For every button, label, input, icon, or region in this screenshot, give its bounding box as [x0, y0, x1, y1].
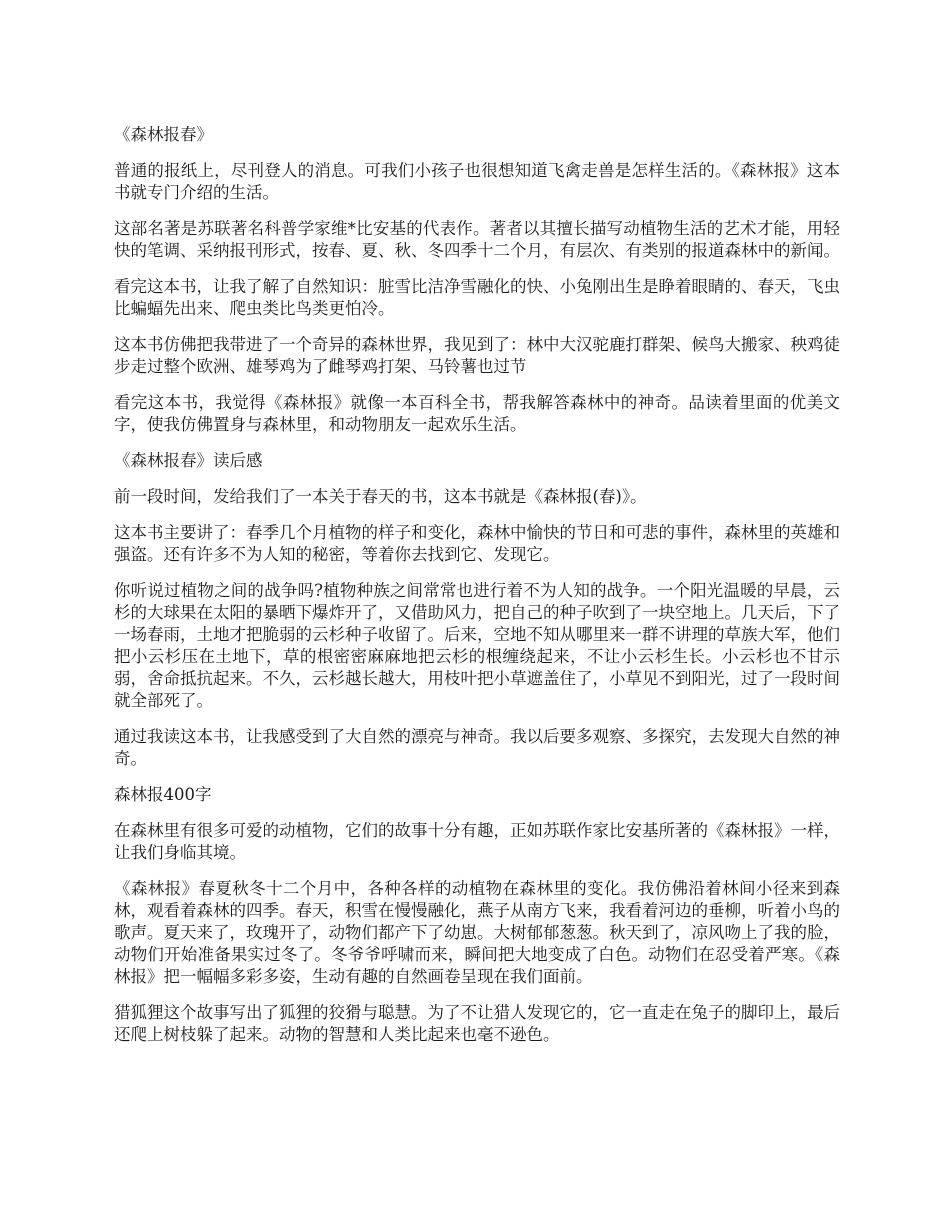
title-heading: 《森林报春》 — [114, 125, 213, 144]
paragraph: 这本书仿佛把我带进了一个奇异的森林世界，我见到了：林中大汉驼鹿打群架、候鸟大搬家、秧鸡徒步走过整个欧洲、雄琴鸡为了雌琴鸡打架、马铃薯也过节 — [114, 335, 840, 376]
paragraph: 前一段时间，发给我们了一本关于春天的书，这本书就是《森林报(春)》。 — [114, 487, 647, 506]
paragraph: 这部名著是苏联著名科普学家维*比安基的代表作。著者以其擅长描写动植物生活的艺术才能，用轻快的笔调、采纳报刊形式，按春、夏、秋、冬四季十二个月，有层次、有类别的报道森林中的新闻。 — [114, 219, 840, 260]
paragraph: 猎狐狸这个故事写出了狐狸的狡猾与聪慧。为了不让猎人发现它的，它一直走在兔子的脚印上，最后还爬上树枝躲了起来。动物的智慧和人类比起来也毫不逊色。 — [114, 1003, 840, 1044]
document-body — [114, 124, 840, 1060]
paragraph: 你听说过植物之间的战争吗?植物种族之间常常也进行着不为人知的战争。一个阳光温暖的早晨，云杉的大球果在太阳的暴晒下爆炸开了，又借助风力，把自己的种子吹到了一块空地上。几天后，下了一场春雨，土地才把脆弱的云杉种子收留了。后来，空地不知从哪里来一群不讲理的草族大军，他们把小云杉压在土地下，草的根密密麻麻地把云杉的根缠绕起来，不让小云杉生长。小云杉也不甘示弱，舍命抵抗起来。不久，云杉越长越大，用枝叶把小草遮盖住了，小草见不到阳光，过了一段时间就全部死了。 — [114, 581, 840, 710]
section-heading: 《森林报春》读后感 — [114, 451, 263, 470]
section-heading: 森林报400字 — [114, 785, 212, 804]
paragraph: 在森林里有很多可爱的动植物，它们的故事十分有趣，正如苏联作家比安基所著的《森林报》一样，让我们身临其境。 — [114, 821, 840, 862]
paragraph: 这本书主要讲了：春季几个月植物的样子和变化，森林中愉快的节日和可悲的事件，森林里的英雄和强盗。还有许多不为人知的秘密，等着你去找到它、发现它。 — [114, 523, 840, 564]
paragraph: 看完这本书，让我了解了自然知识：脏雪比洁净雪融化的快、小兔刚出生是睁着眼睛的、春天，飞虫比蝙蝠先出来、爬虫类比鸟类更怕冷。 — [114, 277, 840, 318]
paragraph: 通过我读这本书，让我感受到了大自然的漂亮与神奇。我以后要多观察、多探究，去发现大自然的神奇。 — [114, 727, 840, 768]
paragraph: 看完这本书，我觉得《森林报》就像一本百科全书，帮我解答森林中的神奇。品读着里面的优美文字，使我仿佛置身与森林里，和动物朋友一起欢乐生活。 — [114, 393, 840, 434]
paragraph: 《森林报》春夏秋冬十二个月中，各种各样的动植物在森林里的变化。我仿佛沿着林间小径来到森林，观看着森林的四季。春天，积雪在慢慢融化，燕子从南方飞来，我看着河边的垂柳，听着小鸟的歌声。夏天来了，玫瑰开了，动物们都产下了幼崽。大树郁郁葱葱。秋天到了，凉风吻上了我的脸，动物们开始准备果实过冬了。冬爷爷呼啸而来，瞬间把大地变成了白色。动物们在忍受着严寒。《森林报》把一幅幅多彩多姿，生动有趣的自然画卷呈现在我们面前。 — [114, 879, 840, 986]
paragraph: 普通的报纸上，尽刊登人的消息。可我们小孩子也很想知道飞禽走兽是怎样生活的。《森林报》这本书就专门介绍的生活。 — [114, 161, 840, 202]
